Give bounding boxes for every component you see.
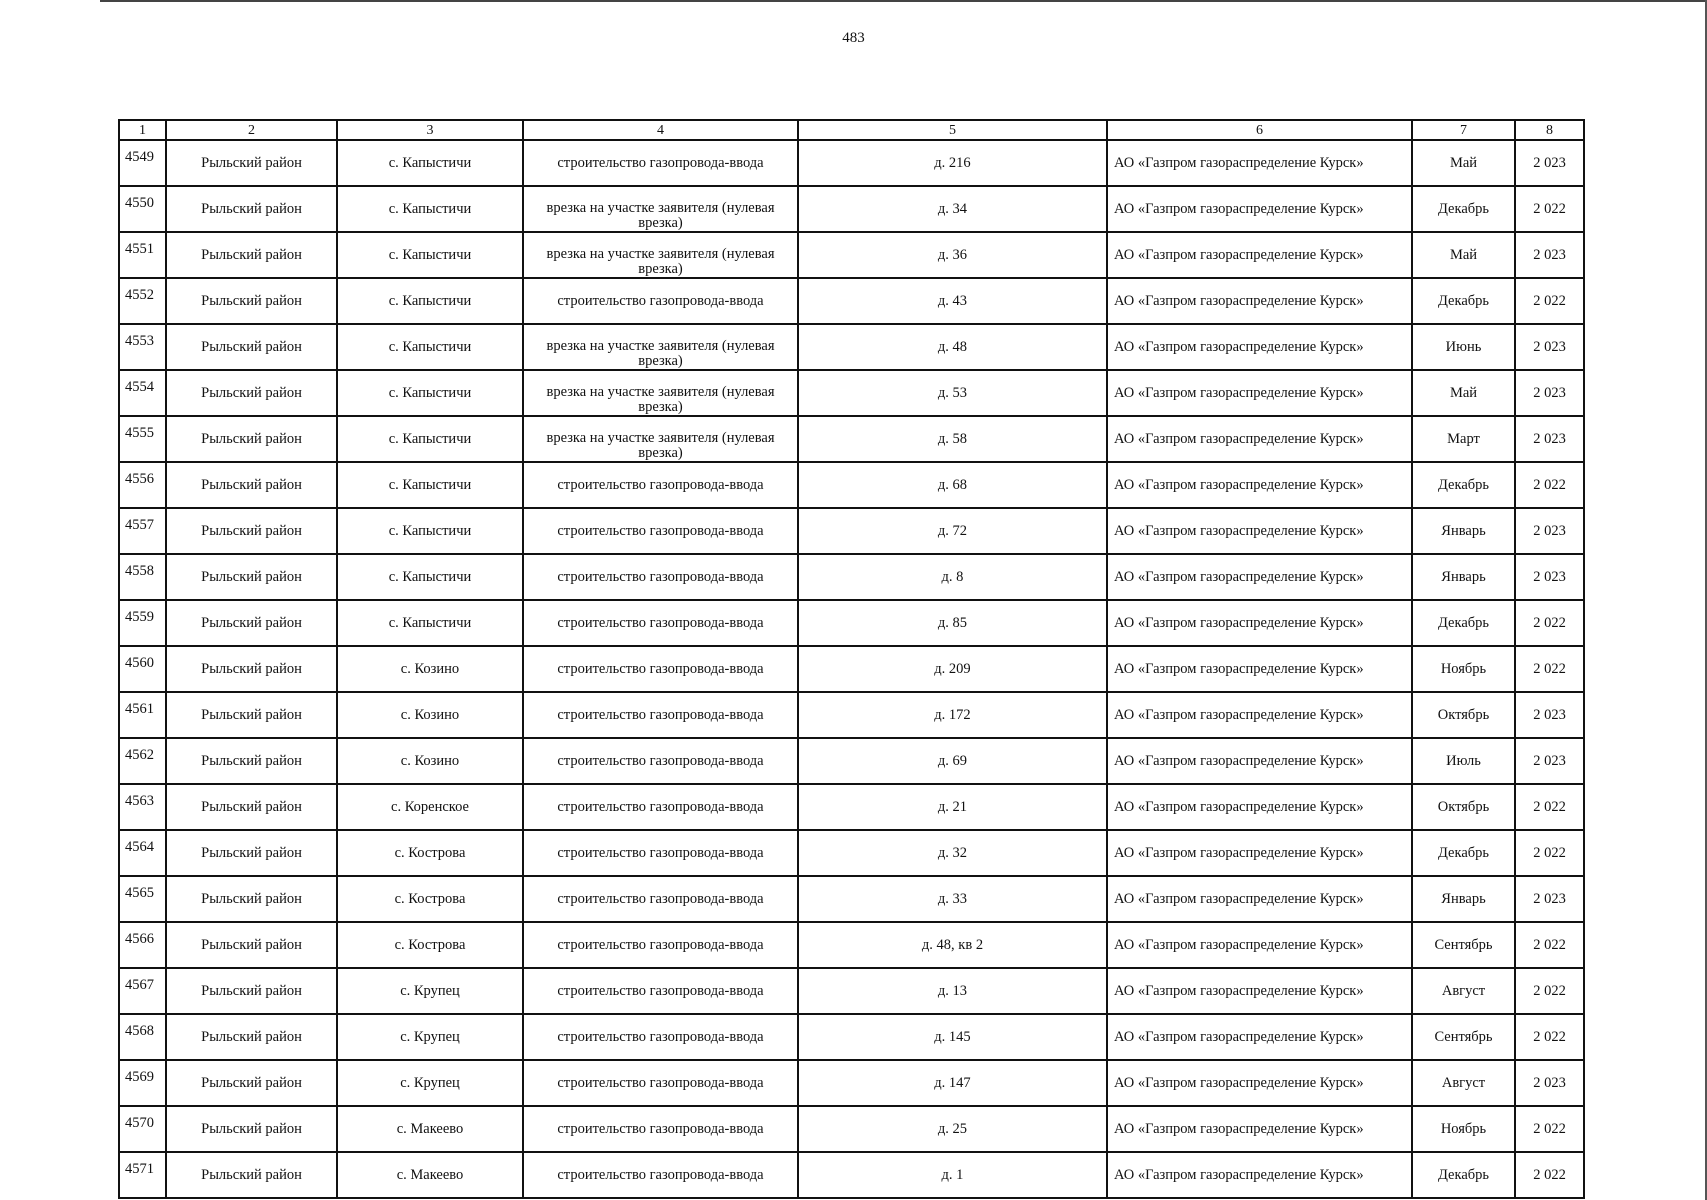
column-header-5: 5 (798, 120, 1107, 140)
month-cell: Май (1412, 370, 1515, 416)
organization-cell: АО «Газпром газораспределение Курск» (1107, 416, 1412, 462)
district-cell: Рыльский район (166, 738, 337, 784)
settlement-cell: с. Макеево (337, 1106, 523, 1152)
district-cell: Рыльский район (166, 830, 337, 876)
month-cell: Август (1412, 968, 1515, 1014)
work-type-cell: строительство газопровода-ввода (523, 968, 798, 1014)
settlement-cell: с. Капыстичи (337, 278, 523, 324)
table-row (119, 738, 1584, 784)
organization-cell: АО «Газпром газораспределение Курск» (1107, 646, 1412, 692)
work-type-cell: строительство газопровода-ввода (523, 278, 798, 324)
row-number: 4564 (119, 830, 166, 876)
table-row (119, 186, 1584, 232)
district-cell: Рыльский район (166, 508, 337, 554)
settlement-cell: с. Крупец (337, 1060, 523, 1106)
column-header-3: 3 (337, 120, 523, 140)
district-cell: Рыльский район (166, 186, 337, 232)
row-number: 4562 (119, 738, 166, 784)
settlement-cell: с. Крупец (337, 968, 523, 1014)
row-number: 4558 (119, 554, 166, 600)
address-cell: д. 8 (798, 554, 1107, 600)
work-type-cell: врезка на участке заявителя (нулевая врезка) (523, 186, 798, 232)
table-row (119, 140, 1584, 186)
gasification-register-table (118, 119, 1585, 1199)
work-type-cell: строительство газопровода-ввода (523, 1152, 798, 1198)
row-number: 4569 (119, 1060, 166, 1106)
table-row (119, 324, 1584, 370)
district-cell: Рыльский район (166, 278, 337, 324)
settlement-cell: с. Капыстичи (337, 186, 523, 232)
settlement-cell: с. Козино (337, 738, 523, 784)
row-number: 4560 (119, 646, 166, 692)
address-cell: д. 43 (798, 278, 1107, 324)
work-type-cell: строительство газопровода-ввода (523, 554, 798, 600)
year-cell: 2 023 (1515, 692, 1584, 738)
organization-cell: АО «Газпром газораспределение Курск» (1107, 1106, 1412, 1152)
month-cell: Январь (1412, 876, 1515, 922)
year-cell: 2 022 (1515, 1106, 1584, 1152)
table-row (119, 554, 1584, 600)
settlement-cell: с. Капыстичи (337, 416, 523, 462)
work-type-cell: врезка на участке заявителя (нулевая врезка) (523, 232, 798, 278)
year-cell: 2 023 (1515, 140, 1584, 186)
month-cell: Январь (1412, 554, 1515, 600)
address-cell: д. 69 (798, 738, 1107, 784)
month-cell: Октябрь (1412, 784, 1515, 830)
settlement-cell: с. Макеево (337, 1152, 523, 1198)
year-cell: 2 023 (1515, 554, 1584, 600)
district-cell: Рыльский район (166, 784, 337, 830)
table-row (119, 922, 1584, 968)
month-cell: Июнь (1412, 324, 1515, 370)
settlement-cell: с. Капыстичи (337, 600, 523, 646)
settlement-cell: с. Козино (337, 646, 523, 692)
month-cell: Сентябрь (1412, 922, 1515, 968)
year-cell: 2 022 (1515, 830, 1584, 876)
address-cell: д. 32 (798, 830, 1107, 876)
settlement-cell: с. Кострова (337, 922, 523, 968)
work-type-cell: строительство газопровода-ввода (523, 692, 798, 738)
district-cell: Рыльский район (166, 600, 337, 646)
table-row (119, 692, 1584, 738)
district-cell: Рыльский район (166, 324, 337, 370)
table-row (119, 462, 1584, 508)
district-cell: Рыльский район (166, 554, 337, 600)
year-cell: 2 023 (1515, 1060, 1584, 1106)
row-number: 4549 (119, 140, 166, 186)
district-cell: Рыльский район (166, 1152, 337, 1198)
row-number: 4571 (119, 1152, 166, 1198)
month-cell: Ноябрь (1412, 646, 1515, 692)
month-cell: Декабрь (1412, 830, 1515, 876)
year-cell: 2 022 (1515, 784, 1584, 830)
address-cell: д. 145 (798, 1014, 1107, 1060)
year-cell: 2 022 (1515, 186, 1584, 232)
organization-cell: АО «Газпром газораспределение Курск» (1107, 462, 1412, 508)
row-number: 4565 (119, 876, 166, 922)
address-cell: д. 53 (798, 370, 1107, 416)
work-type-cell: строительство газопровода-ввода (523, 830, 798, 876)
column-number-row (119, 120, 1584, 140)
address-cell: д. 36 (798, 232, 1107, 278)
address-cell: д. 68 (798, 462, 1107, 508)
page-number: 483 (842, 30, 865, 46)
table-row (119, 1060, 1584, 1106)
work-type-cell: строительство газопровода-ввода (523, 784, 798, 830)
work-type-cell: врезка на участке заявителя (нулевая врезка) (523, 324, 798, 370)
district-cell: Рыльский район (166, 876, 337, 922)
scan-top-border (100, 0, 1707, 2)
table-row (119, 1152, 1584, 1198)
column-header-6: 6 (1107, 120, 1412, 140)
year-cell: 2 022 (1515, 1152, 1584, 1198)
month-cell: Декабрь (1412, 186, 1515, 232)
table-row (119, 646, 1584, 692)
organization-cell: АО «Газпром газораспределение Курск» (1107, 278, 1412, 324)
district-cell: Рыльский район (166, 1060, 337, 1106)
organization-cell: АО «Газпром газораспределение Курск» (1107, 600, 1412, 646)
table-row (119, 876, 1584, 922)
table-body (119, 140, 1584, 1198)
organization-cell: АО «Газпром газораспределение Курск» (1107, 876, 1412, 922)
address-cell: д. 172 (798, 692, 1107, 738)
work-type-cell: строительство газопровода-ввода (523, 462, 798, 508)
address-cell: д. 147 (798, 1060, 1107, 1106)
settlement-cell: с. Капыстичи (337, 370, 523, 416)
month-cell: Сентябрь (1412, 1014, 1515, 1060)
work-type-cell: строительство газопровода-ввода (523, 600, 798, 646)
address-cell: д. 209 (798, 646, 1107, 692)
organization-cell: АО «Газпром газораспределение Курск» (1107, 554, 1412, 600)
settlement-cell: с. Капыстичи (337, 554, 523, 600)
year-cell: 2 023 (1515, 324, 1584, 370)
address-cell: д. 58 (798, 416, 1107, 462)
table-row (119, 830, 1584, 876)
table-row (119, 600, 1584, 646)
year-cell: 2 023 (1515, 508, 1584, 554)
organization-cell: АО «Газпром газораспределение Курск» (1107, 140, 1412, 186)
address-cell: д. 34 (798, 186, 1107, 232)
organization-cell: АО «Газпром газораспределение Курск» (1107, 186, 1412, 232)
address-cell: д. 1 (798, 1152, 1107, 1198)
address-cell: д. 21 (798, 784, 1107, 830)
row-number: 4563 (119, 784, 166, 830)
month-cell: Май (1412, 232, 1515, 278)
district-cell: Рыльский район (166, 646, 337, 692)
month-cell: Август (1412, 1060, 1515, 1106)
row-number: 4568 (119, 1014, 166, 1060)
row-number: 4550 (119, 186, 166, 232)
settlement-cell: с. Капыстичи (337, 140, 523, 186)
column-header-2: 2 (166, 120, 337, 140)
settlement-cell: с. Козино (337, 692, 523, 738)
organization-cell: АО «Газпром газораспределение Курск» (1107, 370, 1412, 416)
month-cell: Декабрь (1412, 1152, 1515, 1198)
month-cell: Январь (1412, 508, 1515, 554)
work-type-cell: строительство газопровода-ввода (523, 1106, 798, 1152)
district-cell: Рыльский район (166, 416, 337, 462)
table-row (119, 508, 1584, 554)
column-header-1: 1 (119, 120, 166, 140)
row-number: 4556 (119, 462, 166, 508)
settlement-cell: с. Капыстичи (337, 462, 523, 508)
settlement-cell: с. Капыстичи (337, 232, 523, 278)
work-type-cell: строительство газопровода-ввода (523, 646, 798, 692)
row-number: 4566 (119, 922, 166, 968)
year-cell: 2 022 (1515, 646, 1584, 692)
organization-cell: АО «Газпром газораспределение Курск» (1107, 692, 1412, 738)
organization-cell: АО «Газпром газораспределение Курск» (1107, 968, 1412, 1014)
district-cell: Рыльский район (166, 462, 337, 508)
table-row (119, 278, 1584, 324)
settlement-cell: с. Коренское (337, 784, 523, 830)
month-cell: Декабрь (1412, 462, 1515, 508)
row-number: 4554 (119, 370, 166, 416)
work-type-cell: строительство газопровода-ввода (523, 508, 798, 554)
settlement-cell: с. Капыстичи (337, 324, 523, 370)
organization-cell: АО «Газпром газораспределение Курск» (1107, 1060, 1412, 1106)
table-row (119, 1106, 1584, 1152)
year-cell: 2 022 (1515, 968, 1584, 1014)
address-cell: д. 13 (798, 968, 1107, 1014)
table-row (119, 968, 1584, 1014)
address-cell: д. 33 (798, 876, 1107, 922)
organization-cell: АО «Газпром газораспределение Курск» (1107, 324, 1412, 370)
organization-cell: АО «Газпром газораспределение Курск» (1107, 1152, 1412, 1198)
address-cell: д. 25 (798, 1106, 1107, 1152)
district-cell: Рыльский район (166, 922, 337, 968)
table-row (119, 784, 1584, 830)
work-type-cell: врезка на участке заявителя (нулевая врезка) (523, 370, 798, 416)
address-cell: д. 48, кв 2 (798, 922, 1107, 968)
table-row (119, 232, 1584, 278)
table-row (119, 370, 1584, 416)
year-cell: 2 022 (1515, 462, 1584, 508)
organization-cell: АО «Газпром газораспределение Курск» (1107, 508, 1412, 554)
table-row (119, 416, 1584, 462)
settlement-cell: с. Кострова (337, 830, 523, 876)
table-row (119, 1014, 1584, 1060)
row-number: 4567 (119, 968, 166, 1014)
settlement-cell: с. Крупец (337, 1014, 523, 1060)
row-number: 4559 (119, 600, 166, 646)
column-header-4: 4 (523, 120, 798, 140)
row-number: 4570 (119, 1106, 166, 1152)
district-cell: Рыльский район (166, 1014, 337, 1060)
column-header-7: 7 (1412, 120, 1515, 140)
work-type-cell: строительство газопровода-ввода (523, 738, 798, 784)
month-cell: Ноябрь (1412, 1106, 1515, 1152)
work-type-cell: врезка на участке заявителя (нулевая врезка) (523, 416, 798, 462)
year-cell: 2 022 (1515, 278, 1584, 324)
work-type-cell: строительство газопровода-ввода (523, 1060, 798, 1106)
month-cell: Декабрь (1412, 600, 1515, 646)
organization-cell: АО «Газпром газораспределение Курск» (1107, 922, 1412, 968)
month-cell: Май (1412, 140, 1515, 186)
work-type-cell: строительство газопровода-ввода (523, 922, 798, 968)
organization-cell: АО «Газпром газораспределение Курск» (1107, 784, 1412, 830)
year-cell: 2 023 (1515, 876, 1584, 922)
month-cell: Октябрь (1412, 692, 1515, 738)
row-number: 4553 (119, 324, 166, 370)
row-number: 4555 (119, 416, 166, 462)
row-number: 4552 (119, 278, 166, 324)
district-cell: Рыльский район (166, 140, 337, 186)
month-cell: Июль (1412, 738, 1515, 784)
address-cell: д. 216 (798, 140, 1107, 186)
year-cell: 2 023 (1515, 416, 1584, 462)
district-cell: Рыльский район (166, 692, 337, 738)
district-cell: Рыльский район (166, 1106, 337, 1152)
address-cell: д. 85 (798, 600, 1107, 646)
district-cell: Рыльский район (166, 968, 337, 1014)
year-cell: 2 022 (1515, 1014, 1584, 1060)
settlement-cell: с. Кострова (337, 876, 523, 922)
row-number: 4557 (119, 508, 166, 554)
organization-cell: АО «Газпром газораспределение Курск» (1107, 738, 1412, 784)
year-cell: 2 023 (1515, 370, 1584, 416)
row-number: 4561 (119, 692, 166, 738)
district-cell: Рыльский район (166, 370, 337, 416)
settlement-cell: с. Капыстичи (337, 508, 523, 554)
organization-cell: АО «Газпром газораспределение Курск» (1107, 1014, 1412, 1060)
work-type-cell: строительство газопровода-ввода (523, 1014, 798, 1060)
address-cell: д. 72 (798, 508, 1107, 554)
column-header-8: 8 (1515, 120, 1584, 140)
organization-cell: АО «Газпром газораспределение Курск» (1107, 830, 1412, 876)
month-cell: Декабрь (1412, 278, 1515, 324)
district-cell: Рыльский район (166, 232, 337, 278)
year-cell: 2 023 (1515, 232, 1584, 278)
month-cell: Март (1412, 416, 1515, 462)
work-type-cell: строительство газопровода-ввода (523, 140, 798, 186)
year-cell: 2 022 (1515, 922, 1584, 968)
year-cell: 2 022 (1515, 600, 1584, 646)
work-type-cell: строительство газопровода-ввода (523, 876, 798, 922)
organization-cell: АО «Газпром газораспределение Курск» (1107, 232, 1412, 278)
year-cell: 2 023 (1515, 738, 1584, 784)
row-number: 4551 (119, 232, 166, 278)
address-cell: д. 48 (798, 324, 1107, 370)
